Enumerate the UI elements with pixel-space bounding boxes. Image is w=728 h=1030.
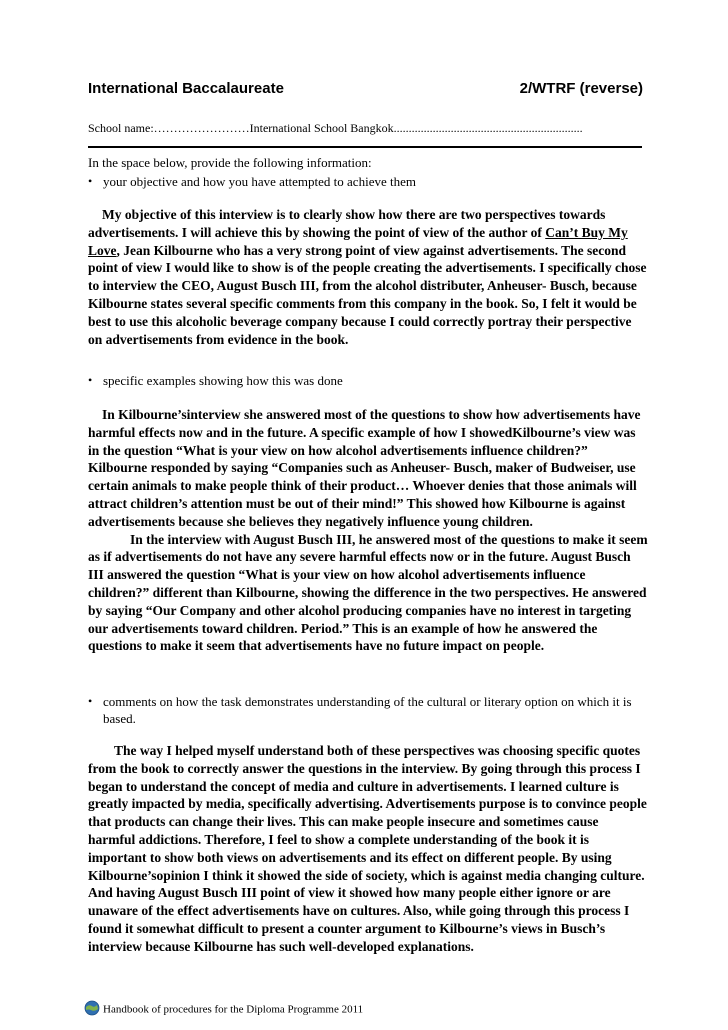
header-divider xyxy=(88,146,642,148)
examples-paragraph xyxy=(88,406,648,655)
ib-globe-logo-icon xyxy=(84,1000,100,1016)
form-code: 2/WTRF (reverse) xyxy=(519,80,643,97)
bullet-objective-text: your objective and how you have attempted to achieve them xyxy=(103,174,416,189)
header-title: International Baccalaureate xyxy=(88,80,284,97)
objective-paragraph xyxy=(88,206,648,348)
objective-text-b: , Jean Kilbourne who has a very strong point of view against advertisements. The second point of view I would like to show is of the people creating the advertisements. I specifically chose to interview the CEO, August Busch III, from the alcohol distributer, Anheuser- Busch, because Kilbourne states several specific comments from this company in the book. So, I felt it would be best to use this alcoholic beverage company because I could correctly portray their perspective on advertisements from evidence in the book. xyxy=(88,242,647,347)
comments-text: The way I helped myself understand both of these perspectives was choosing specific quotes from the book to correctly answer the questions in the interview. By going through this process I began to understand the concept of media and culture in advertisements. I learned culture is greatly impacted by media, specifically advertising. Advertisements purpose is to convince people that products can change their lives. This can make people insecure and sometimes cause harmful addictions. Therefore, I feel to show a complete understanding of the book it is important to show both views on advertisements and its effect on different people. By using Kilbourne’sopinion I think it showed the side of society, which is against media changing culture. And having August Busch III point of view it showed how many people either ignore or are unaware of the effect advertisements have on cultures. Also, while going through this process I found it somewhat difficult to present a counter argument to Kilbourne’s views in Busch’s interview because Kilbourne has such well-developed explanations. xyxy=(88,743,647,954)
instructions-intro: In the space below, provide the following information: xyxy=(88,155,372,170)
bullet-icon: • xyxy=(88,174,93,188)
comments-paragraph xyxy=(88,742,648,956)
bullet-examples xyxy=(88,372,658,389)
book-title: Can’t Buy My Love xyxy=(88,224,628,258)
examples-text-1: In Kilbourne’sinterview she answered most of the questions to show how advertisements have harmful effects now and in the future. A specific example of how I showedKilbourne’s view was in the question “What is your view on how alcohol advertisements influence children?” Kilbourne responded by saying “Companies such as Anheuser- Busch, maker of Budweiser, use certain animals to make people think of their product… Whoever denies that those animals will attract children’s attention must be out of their mind!” This showed how Kilbourne is against advertisements because she believes they negatively influence young children. xyxy=(88,407,641,529)
bullet-objective xyxy=(88,173,658,190)
bullet-icon: • xyxy=(88,694,93,708)
bullet-comments-text: comments on how the task demonstrates understanding of the cultural or literary option on which it is based. xyxy=(103,694,632,726)
examples-text-2: In the interview with August Busch III, he answered most of the questions to make it seem as if advertisements do not have any severe harmful effects now or in the future. August Busch III answered the question “What is your view on how alcohol advertisements influence children?” different than Kilbourne, showing the difference in the two perspectives. He answered by saying “Our Company and other alcohol producing companies have no interest in targeting our advertisements toward children. Period.” This is an example of how he answered the questions to make it seem that advertisements have no future impact on people. xyxy=(88,531,648,654)
footer-text: Handbook of procedures for the Diploma Programme 2011 xyxy=(103,1003,364,1016)
bullet-examples-text: specific examples showing how this was done xyxy=(103,373,343,388)
bullet-comments xyxy=(88,693,658,727)
school-name-line: School name:……………………International School Bangkok............................................................... xyxy=(88,121,583,135)
bullet-icon: • xyxy=(88,373,93,387)
page-footer xyxy=(84,1002,363,1018)
objective-text-a: My objective of this interview is to clearly show how there are two perspectives towards advertisements. I will achieve this by showing the point of view of the author of xyxy=(88,207,606,240)
